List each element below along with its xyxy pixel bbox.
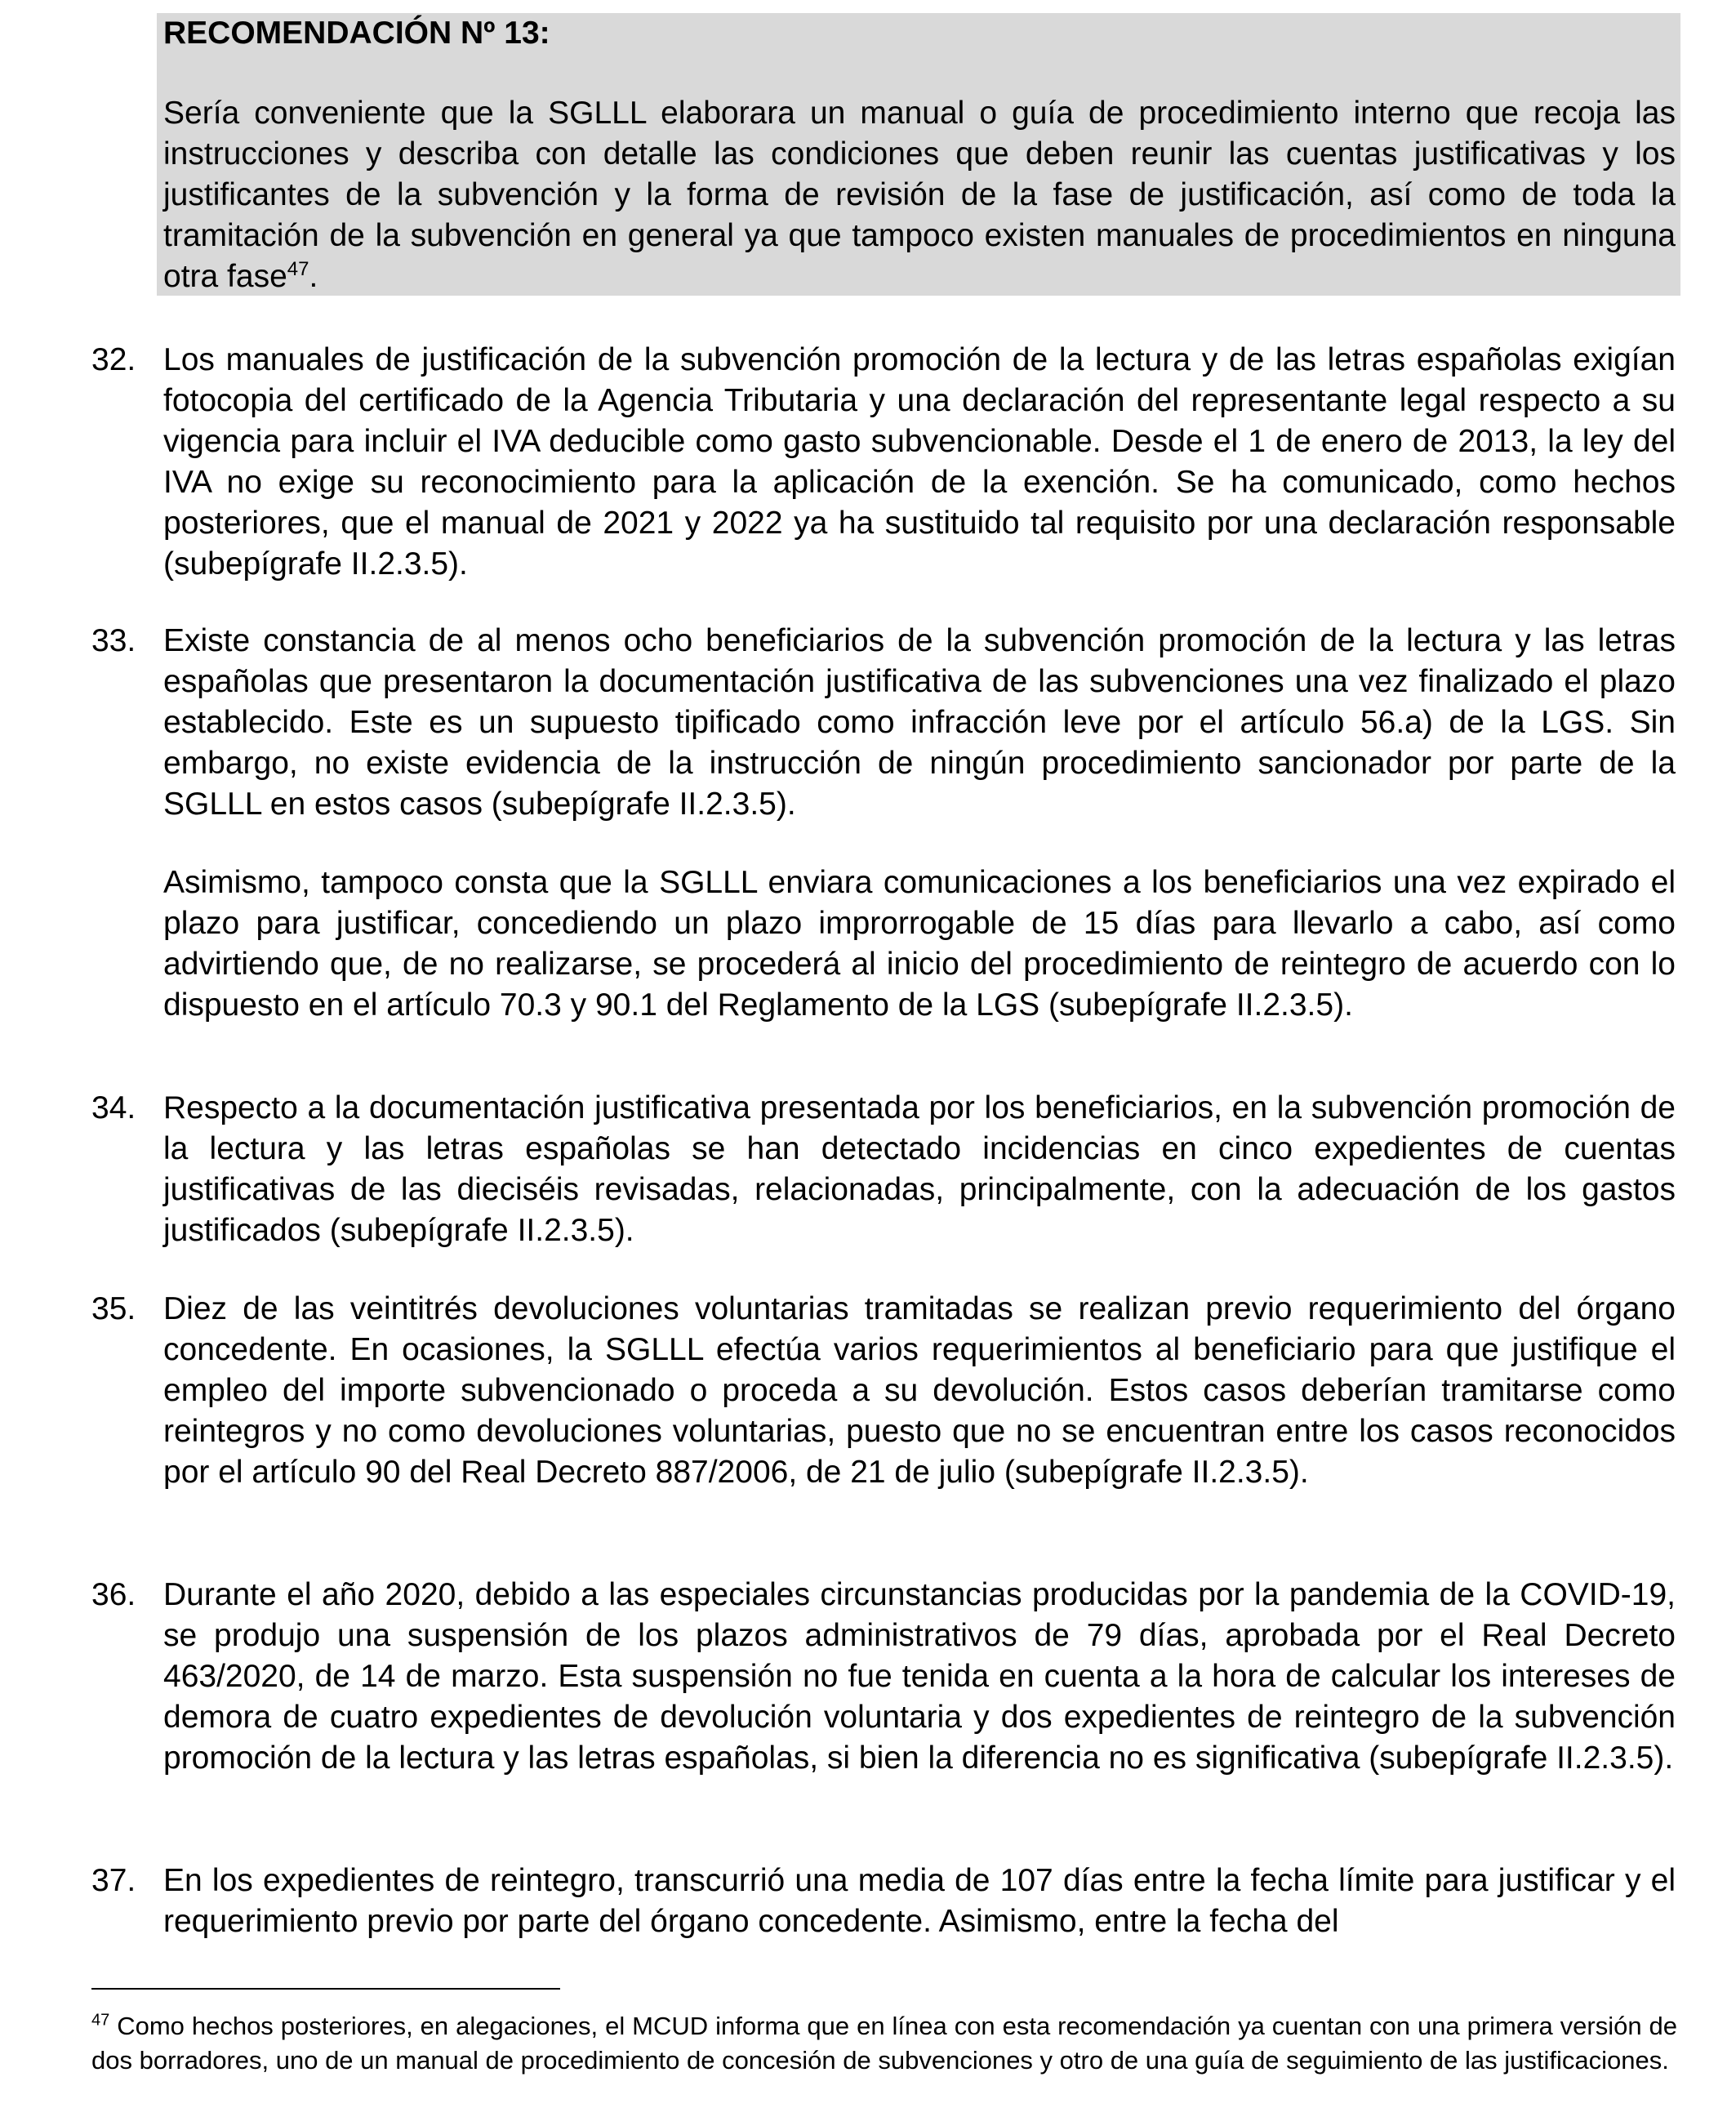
- paragraph-number-32: 32.: [91, 342, 136, 377]
- paragraph-number-37: 37.: [91, 1863, 136, 1898]
- recommendation-text: Sería conveniente que la SGLLL elaborara un manual o guía de procedimiento interno que recoja las instrucciones y describa con detalle las condiciones que deben reunir las cuentas justificativas y los justificantes de la subvención y la forma de revisión de la fase de justificación, así como de toda la tramitación de la subvención en general ya que tampoco existen manuales de procedimientos en ninguna otra fase: [163, 96, 1676, 294]
- paragraph-number-36: 36.: [91, 1577, 136, 1612]
- paragraph-36: Durante el año 2020, debido a las especiales circunstancias producidas por la pandemia de la COVID-19, se produjo una suspensión de los plazos administrativos de 79 días, aprobada por el Real Decreto 463/2020, de 14 de marzo. Esta suspensión no fue tenida en cuenta a la hora de calcular los intereses de demora de cuatro expedientes de devolución voluntaria y dos expedientes de reintegro de la subvención promoción de la lectura y las letras españolas, si bien la diferencia no es significativa (subepígrafe II.2.3.5).: [163, 1577, 1676, 1776]
- footnote-reference: 47: [287, 258, 309, 280]
- paragraph-number-35: 35.: [91, 1291, 136, 1326]
- footnote-separator: [91, 1988, 560, 1990]
- paragraph-35: Diez de las veintitrés devoluciones voluntarias tramitadas se realizan previo requerimiento del órgano concedente. En ocasiones, la SGLLL efectúa varios requerimientos al beneficiario para que justifique el empleo del importe subvencionado o proceda a su devolución. Estos casos deberían tramitarse como reintegros y no como devoluciones voluntarias, puesto que no se encuentran entre los casos reconocidos por el artículo 90 del Real Decreto 887/2006, de 21 de julio (subepígrafe II.2.3.5).: [163, 1291, 1676, 1490]
- paragraph-34: Respecto a la documentación justificativa presentada por los beneficiarios, en la subvención promoción de la lectura y las letras españolas se han detectado incidencias en cinco expedientes de cuentas justificativas de las dieciséis revisadas, relacionadas, principalmente, con la adecuación de los gastos justificados (subepígrafe II.2.3.5).: [163, 1090, 1676, 1248]
- recommendation-body: [163, 93, 1676, 297]
- paragraph-37: En los expedientes de reintegro, transcurrió una media de 107 días entre la fecha límite para justificar y el requerimiento previo por parte del órgano concedente. Asimismo, entre la fecha del: [163, 1863, 1676, 1939]
- footnote-marker: 47: [91, 2011, 110, 2030]
- footnote: [91, 2009, 1677, 2078]
- recommendation-title: RECOMENDACIÓN Nº 13:: [163, 16, 550, 51]
- paragraph-33-continuation: Asimismo, tampoco consta que la SGLLL enviara comunicaciones a los beneficiarios una vez expirado el plazo para justificar, concediendo un plazo improrrogable de 15 días para llevarlo a cabo, así como advirtiendo que, de no realizarse, se procederá al inicio del procedimiento de reintegro de acuerdo con lo dispuesto en el artículo 70.3 y 90.1 del Reglamento de la LGS (subepígrafe II.2.3.5).: [163, 865, 1676, 1023]
- paragraph-number-33: 33.: [91, 623, 136, 658]
- paragraph-33: Existe constancia de al menos ocho beneficiarios de la subvención promoción de la lectura y las letras españolas que presentaron la documentación justificativa de las subvenciones una vez finalizado el plazo establecido. Este es un supuesto tipificado como infracción leve por el artículo 56.a) de la LGS. Sin embargo, no existe evidencia de la instrucción de ningún procedimiento sancionador por parte de la SGLLL en estos casos (subepígrafe II.2.3.5).: [163, 623, 1676, 822]
- paragraph-number-34: 34.: [91, 1090, 136, 1125]
- footnote-text: Como hechos posteriores, en alegaciones, el MCUD informa que en línea con esta recomendación ya cuentan con una primera versión de dos borradores, uno de un manual de procedimiento de concesión de subvenciones y otro de una guía de seguimiento de las justificaciones.: [91, 2012, 1677, 2075]
- paragraph-32: Los manuales de justificación de la subvención promoción de la lectura y de las letras españolas exigían fotocopia del certificado de la Agencia Tributaria y una declaración del representante legal respecto a su vigencia para incluir el IVA deducible como gasto subvencionable. Desde el 1 de enero de 2013, la ley del IVA no exige su reconocimiento para la aplicación de la exención. Se ha comunicado, como hechos posteriores, que el manual de 2021 y 2022 ya ha sustituido tal requisito por una declaración responsable (subepígrafe II.2.3.5).: [163, 342, 1676, 582]
- recommendation-end-punct: .: [309, 259, 318, 294]
